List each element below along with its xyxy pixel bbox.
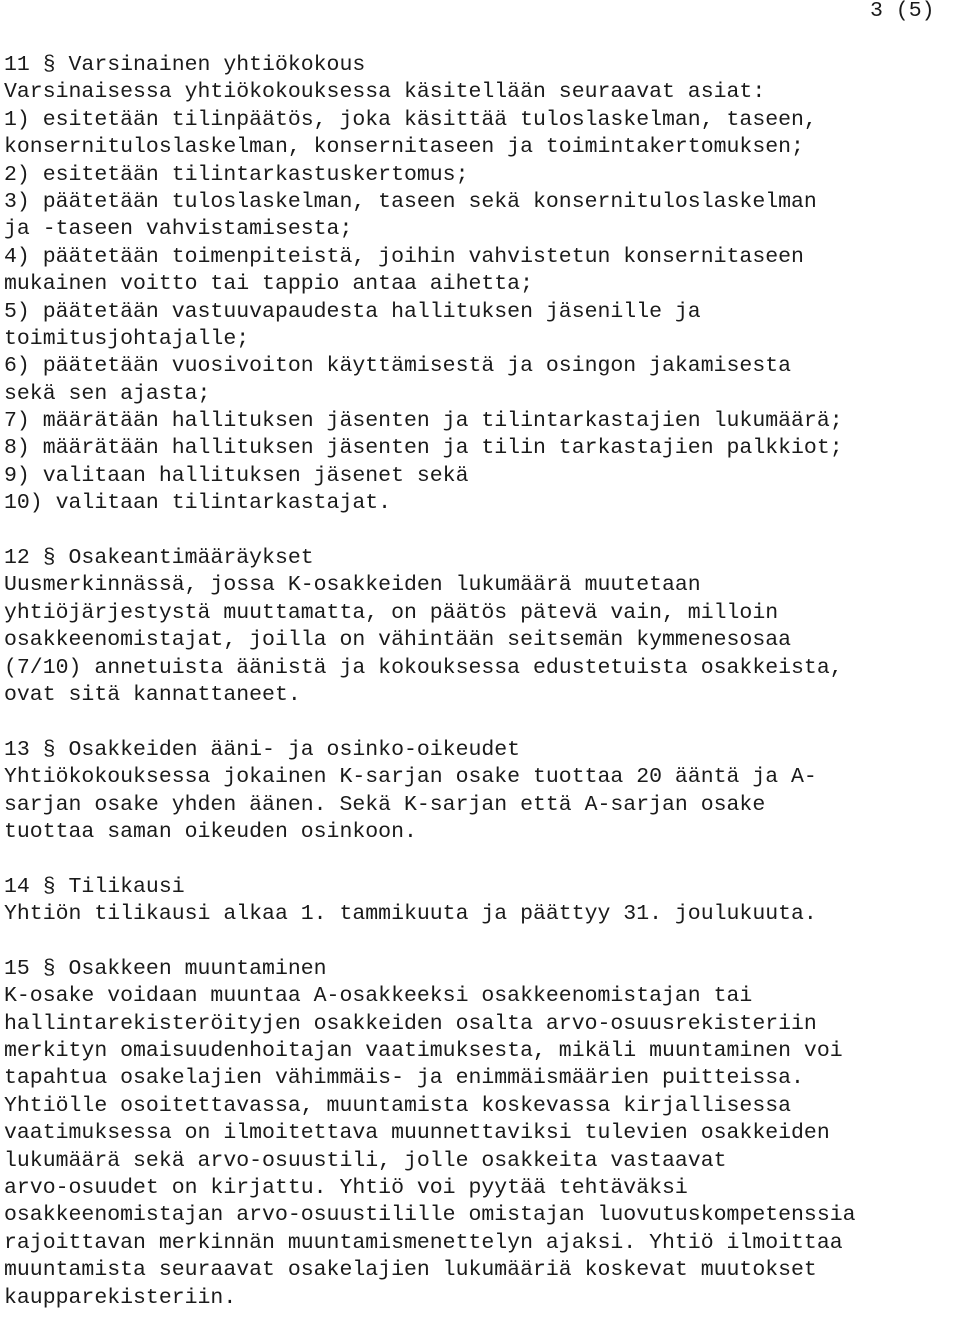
section-text-line: muuntamista seuraavat osakelajien lukumääriä koskevat muutokset: [4, 1258, 817, 1283]
document-body: [4, 52, 960, 1339]
section-heading: 14 § Tilikausi: [4, 874, 185, 899]
section-text-line: Uusmerkinnässä, jossa K-osakkeiden lukumäärä muutetaan: [4, 573, 701, 598]
page-number: 3 (5): [870, 0, 935, 23]
section-text-line: vaatimuksessa on ilmoitettava muunnettaviksi tulevien osakkeiden: [4, 1121, 830, 1146]
section-text-line: tuottaa saman oikeuden osinkoon.: [4, 819, 417, 844]
section-text-line: yhtiöjärjestystä muuttamatta, on päätös pätevä vain, milloin: [4, 600, 779, 625]
section-text-line: osakkeenomistajat, joilla on vähintään seitsemän kymmenesosaa: [4, 628, 792, 653]
section-text-line: K-osake voidaan muuntaa A-osakkeeksi osakkeenomistajan tai: [4, 984, 753, 1009]
section-text-line: (7/10) annetuista äänistä ja kokouksessa edustetuista osakkeista,: [4, 655, 843, 680]
section-text-line: 8) määrätään hallituksen jäsenten ja tilin tarkastajien palkkiot;: [4, 436, 843, 461]
section-text-line: osakkeenomistajan arvo-osuustilille omistajan luovutuskompetenssia: [4, 1203, 856, 1228]
section-text-line: 10) valitaan tilintarkastajat.: [4, 491, 392, 516]
section-text-line: ja -taseen vahvistamisesta;: [4, 217, 353, 242]
section-s14: [4, 874, 960, 929]
section-text-line: arvo-osuudet on kirjattu. Yhtiö voi pyytää tehtäväksi: [4, 1176, 688, 1201]
section-text-line: 1) esitetään tilinpäätös, joka käsittää tuloslaskelman, taseen,: [4, 107, 817, 132]
section-text-line: tapahtua osakelajien vähimmäis- ja enimmäismäärien puitteissa.: [4, 1066, 804, 1091]
section-text-line: 3) päätetään tuloslaskelman, taseen sekä konsernituloslaskelman: [4, 189, 817, 214]
section-heading: 15 § Osakkeen muuntaminen: [4, 956, 327, 981]
section-s15: [4, 956, 960, 1312]
section-text-line: sarjan osake yhden äänen. Sekä K-sarjan että A-sarjan osake: [4, 792, 766, 817]
section-s11: [4, 52, 960, 518]
section-heading: 11 § Varsinainen yhtiökokous: [4, 53, 366, 77]
section-text-line: Yhtiölle osoitettavassa, muuntamista koskevassa kirjallisessa: [4, 1093, 792, 1118]
section-text-line: Yhtiön tilikausi alkaa 1. tammikuuta ja päättyy 31. joulukuuta.: [4, 902, 817, 927]
section-text-line: rajoittavan merkinnän muuntamismenettelyn ajaksi. Yhtiö ilmoittaa: [4, 1230, 843, 1255]
section-text-line: merkityn omaisuudenhoitajan vaatimuksesta, mikäli muuntaminen voi: [4, 1039, 843, 1064]
section-text-line: konsernituloslaskelman, konsernitaseen ja toimintakertomuksen;: [4, 135, 804, 160]
section-text-line: toimitusjohtajalle;: [4, 326, 250, 351]
section-text-line: 7) määrätään hallituksen jäsenten ja tilintarkastajien lukumäärä;: [4, 409, 843, 434]
section-text-line: 5) päätetään vastuuvapaudesta hallituksen jäsenille ja: [4, 299, 701, 324]
section-text-line: Yhtiökokouksessa jokainen K-sarjan osake tuottaa 20 ääntä ja A-: [4, 765, 817, 790]
section-text-line: lukumäärä sekä arvo-osuustili, jolle osakkeita vastaavat: [4, 1148, 727, 1173]
section-s12: [4, 545, 960, 709]
section-text-line: mukainen voitto tai tappio antaa aihetta;: [4, 272, 533, 297]
section-text-line: ovat sitä kannattaneet.: [4, 682, 301, 707]
section-text-line: 2) esitetään tilintarkastuskertomus;: [4, 162, 469, 187]
section-text-line: Varsinaisessa yhtiökokouksessa käsitellään seuraavat asiat:: [4, 80, 766, 105]
section-text-line: 4) päätetään toimenpiteistä, joihin vahvistetun konsernitaseen: [4, 244, 804, 269]
section-heading: 13 § Osakkeiden ääni- ja osinko-oikeudet: [4, 737, 521, 762]
section-text-line: sekä sen ajasta;: [4, 381, 211, 406]
section-text-line: kaupparekisteriin.: [4, 1285, 237, 1310]
section-text-line: 9) valitaan hallituksen jäsenet sekä: [4, 463, 469, 488]
section-text-line: 6) päätetään vuosivoiton käyttämisestä ja osingon jakamisesta: [4, 354, 792, 379]
section-heading: 12 § Osakeantimääräykset: [4, 546, 314, 571]
section-text-line: hallintarekisteröityjen osakkeiden osalta arvo-osuusrekisteriin: [4, 1011, 817, 1036]
section-s13: [4, 737, 960, 847]
